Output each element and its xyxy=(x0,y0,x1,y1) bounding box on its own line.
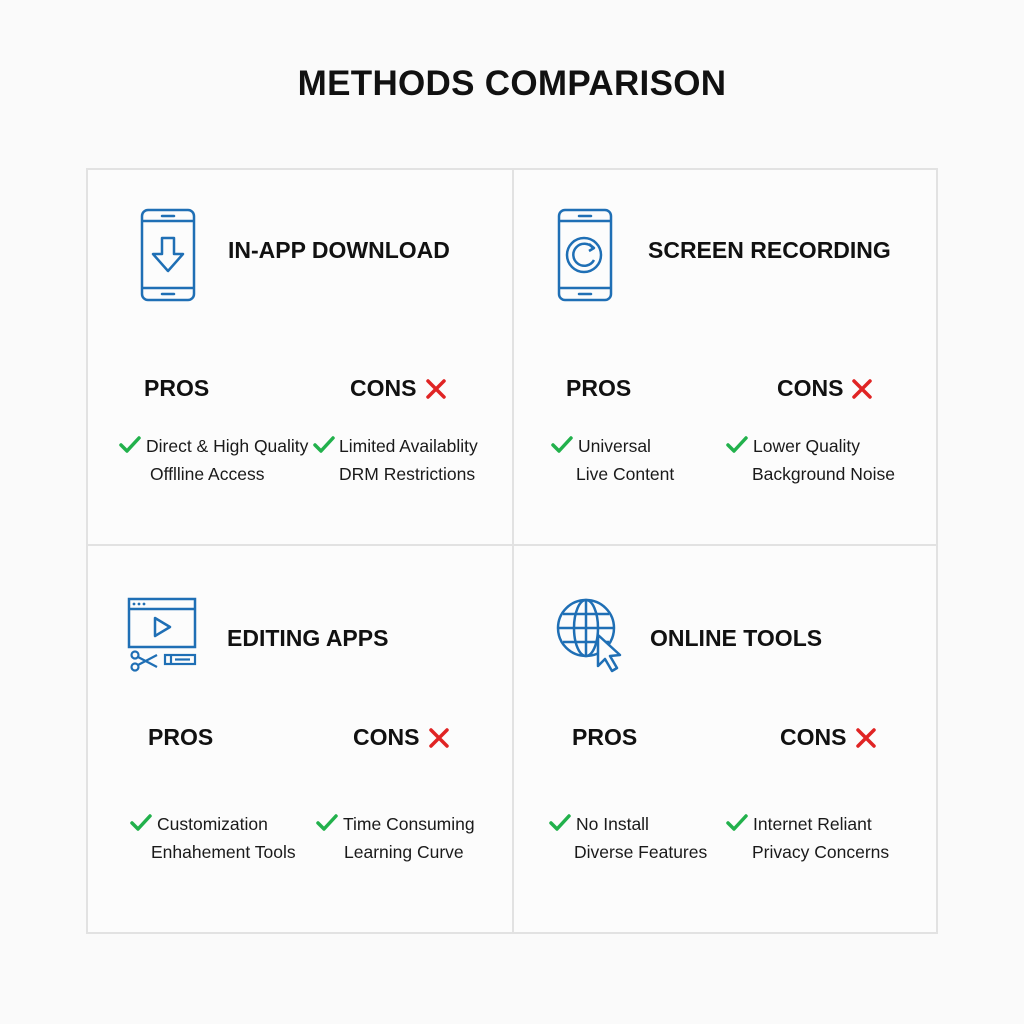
card-title: EDITING APPS xyxy=(227,625,389,651)
pros-heading: PROS xyxy=(148,724,214,750)
pros-item: Live Content xyxy=(576,464,675,484)
cons-item: DRM Restrictions xyxy=(339,464,476,484)
cons-item: Internet Reliant xyxy=(753,814,872,834)
cons-item: Time Consuming xyxy=(343,814,475,834)
pros-item: Offlline Access xyxy=(150,464,265,484)
check-icon xyxy=(313,436,335,454)
phone-download-icon xyxy=(140,208,196,302)
pros-heading: PROS xyxy=(566,375,632,401)
cons-heading: CONS xyxy=(780,724,847,750)
divider-horizontal xyxy=(88,544,936,546)
cons-heading: CONS xyxy=(353,724,420,750)
video-editor-icon xyxy=(127,597,199,673)
cross-icon xyxy=(428,727,450,749)
divider-vertical xyxy=(512,170,514,932)
cons-heading: CONS xyxy=(350,375,417,401)
cross-icon xyxy=(425,378,447,400)
cons-item: Learning Curve xyxy=(344,842,464,862)
check-icon xyxy=(316,814,338,832)
pros-item: Enhahement Tools xyxy=(151,842,296,862)
pros-item: Direct & High Quality xyxy=(146,436,309,456)
check-icon xyxy=(130,814,152,832)
pros-item: Diverse Features xyxy=(574,842,708,862)
card-title: SCREEN RECORDING xyxy=(648,237,891,263)
globe-cursor-icon xyxy=(556,598,626,674)
cons-item: Privacy Concerns xyxy=(752,842,890,862)
card-title: IN-APP DOWNLOAD xyxy=(228,237,450,263)
phone-record-icon xyxy=(557,208,613,302)
check-icon xyxy=(726,436,748,454)
cons-heading: CONS xyxy=(777,375,844,401)
check-icon xyxy=(551,436,573,454)
pros-item: Universal xyxy=(578,436,651,456)
pros-heading: PROS xyxy=(144,375,210,401)
pros-item: No Install xyxy=(576,814,649,834)
cross-icon xyxy=(855,727,877,749)
cons-item: Limited Availablity xyxy=(339,436,478,456)
pros-item: Customization xyxy=(157,814,268,834)
check-icon xyxy=(119,436,141,454)
check-icon xyxy=(549,814,571,832)
cons-item: Lower Quality xyxy=(753,436,860,456)
pros-heading: PROS xyxy=(572,724,638,750)
cross-icon xyxy=(851,378,873,400)
cons-item: Background Noise xyxy=(752,464,895,484)
page-title: METHODS COMPARISON xyxy=(297,64,727,103)
check-icon xyxy=(726,814,748,832)
card-title: ONLINE TOOLS xyxy=(650,625,823,651)
